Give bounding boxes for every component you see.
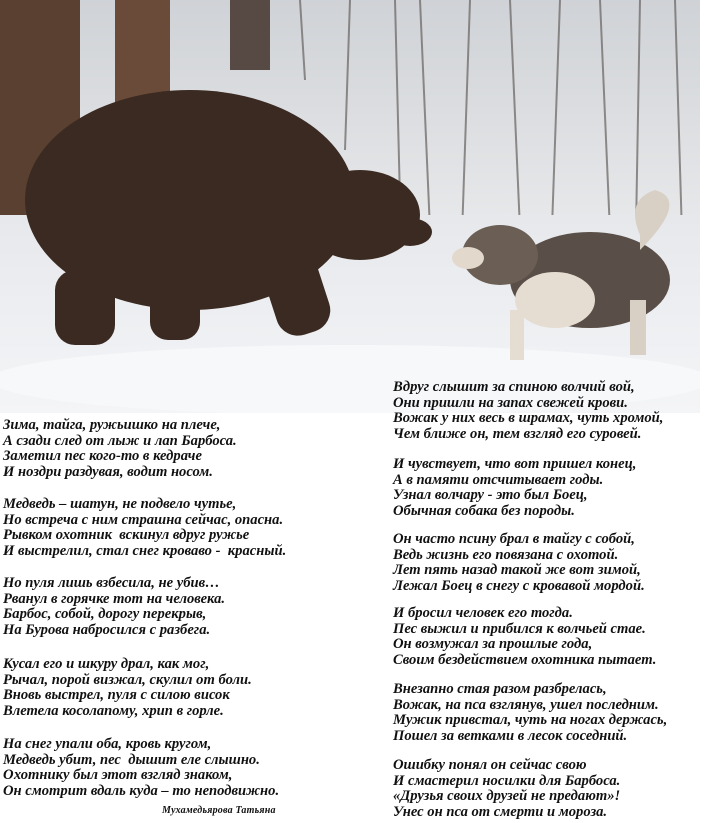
poem-line: Ведь жизнь его повязана с охотой. <box>393 546 619 563</box>
poem-line: Своим бездействием охотника пытает. <box>393 651 657 668</box>
poem-line: Охотнику был этот взгляд знаком, <box>3 767 233 784</box>
stanza <box>393 457 636 519</box>
poem-line: Узнал волчару - это был Боец, <box>393 487 588 504</box>
poem-line: Медведь убит, пес дышит еле слышно. <box>3 751 260 768</box>
poem-line: Рывком охотник вскинул вдруг ружье <box>3 527 250 544</box>
poem-line: На снег упали оба, кровь кругом, <box>3 736 212 752</box>
poem-line: Лежал Боец в снегу с кровавой мордой. <box>393 577 645 594</box>
stanza <box>3 418 237 480</box>
poem-line: Он смотрит вдаль куда – то неподвижно. <box>3 782 280 799</box>
poem-line: Вдруг слышит за спиною волчий вой, <box>393 379 635 395</box>
poem-line: Но пуля лишь взбесила, не убив… <box>3 575 220 591</box>
poem-line: Рычал, порой визжал, скулил от боли. <box>3 671 252 688</box>
poem-line: Пес выжил и прибился к волчьей стае. <box>393 620 646 637</box>
poem-line: Барбос, собой, дорогу перекрыв, <box>3 606 207 623</box>
poem-line: Чем ближе он, тем взгляд его суровей. <box>393 425 642 442</box>
poem-line: Влетела косолапому, хрип в горле. <box>3 702 224 719</box>
poem-line: Но встреча с ним страшна сейчас, опасна. <box>3 511 284 528</box>
poem-line: Ошибку понял он сейчас свою <box>393 757 587 773</box>
poem-line: Заметил пес кого-то в кедраче <box>3 448 202 465</box>
stanza <box>3 657 252 719</box>
poem-line: Рванул в горячке тот на человека. <box>3 590 226 607</box>
stanza <box>3 576 225 638</box>
poem-line: Мужик привстал, чуть на ногах держась, <box>393 712 668 729</box>
stanza <box>3 737 279 799</box>
poem-line: «Друзья своих друзей не предают»! <box>393 788 621 805</box>
stanza <box>393 758 620 820</box>
stanza <box>393 682 667 744</box>
poem-line: И смастерил носилки для Барбоса. <box>393 772 621 789</box>
poem-line: Вновь выстрел, пуля с силою висок <box>3 687 230 704</box>
poem-line: Унес он пса от смерти и мороза. <box>393 803 608 820</box>
poem-line: Он возмужал за прошлые года, <box>393 636 593 653</box>
poem-line: И чувствует, что вот пришел конец, <box>393 456 637 472</box>
poem-line: Пошел за ветками в лесок соседний. <box>393 727 628 744</box>
poem-line: И ноздри раздувая, водит носом. <box>3 463 213 480</box>
poem-line: Кусал его и шкуру драл, как мог, <box>3 656 210 672</box>
stanza <box>393 380 663 442</box>
bear-and-dog-in-snow-photo <box>0 0 700 413</box>
stanza <box>393 532 645 594</box>
poem-line: Они пришли на запах свежей крови. <box>393 394 628 411</box>
poem-line: И выстрелил, стал снег кроваво - красный. <box>3 542 287 559</box>
stanza <box>3 497 286 559</box>
poem-line: Вожак у них весь в шрамах, чуть хромой, <box>393 410 664 427</box>
poem-line: Внезапно стая разом разбрелась, <box>393 681 607 697</box>
poem-line: Зима, тайга, ружьишко на плече, <box>3 417 221 433</box>
author-signature: Мухамедьярова Татьяна <box>162 805 276 816</box>
poem-line: А в памяти отсчитывает годы. <box>393 471 604 488</box>
poem-line: Медведь – шатун, не подвело чутье, <box>3 496 237 512</box>
tree-trunk-right <box>230 0 270 70</box>
poem-line: Лет пять назад такой же вот зимой, <box>393 562 641 579</box>
poem-line: Обычная собака без породы. <box>393 502 575 519</box>
poem-line: Вожак, на пса взглянув, ушел последним. <box>393 696 659 713</box>
poem-line: Он часто псину брал в тайгу с собой, <box>393 531 635 547</box>
stanza <box>393 606 656 668</box>
poem-line: На Бурова набросился с разбега. <box>3 621 211 638</box>
poem-line: А сзади след от лыж и лап Барбоса. <box>3 432 237 449</box>
poem-line: И бросил человек его тогда. <box>393 605 573 621</box>
